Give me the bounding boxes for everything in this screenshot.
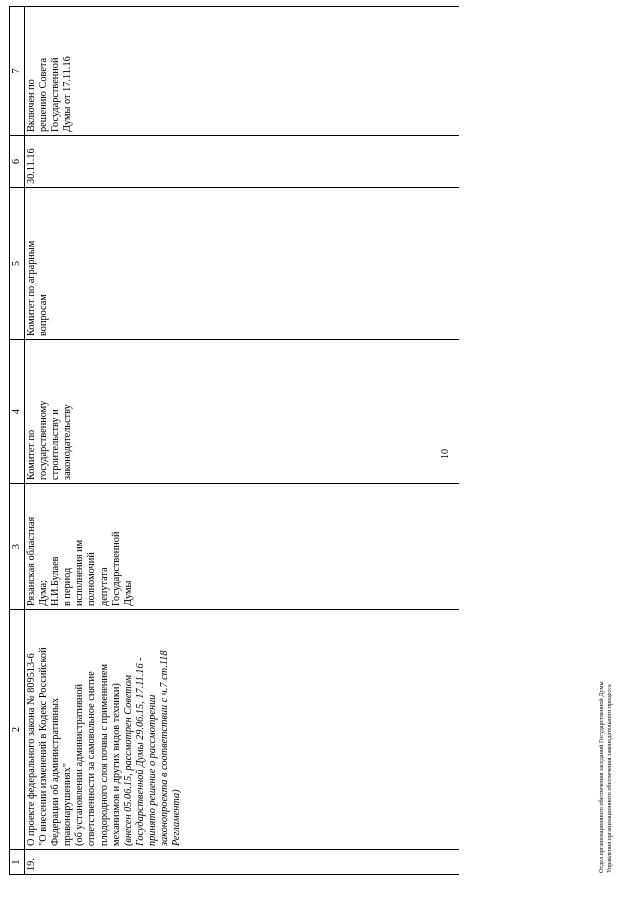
bill-note-line: (внесен 05.06.15, рассмотрен Советом	[122, 674, 134, 846]
column-number: 1	[10, 850, 25, 875]
bill-title-line: ответственности за самовольное снятие	[86, 671, 98, 846]
committee-line: государственному	[38, 400, 50, 480]
author-line: полномочий	[86, 552, 98, 606]
author-line: Думы	[122, 580, 134, 606]
column-number: 4	[10, 340, 25, 484]
decision-cell	[25, 7, 460, 136]
decision-line: Включен по	[26, 79, 37, 132]
bill-title-line: правонарушениях"	[62, 762, 74, 846]
author-line: в период	[62, 567, 74, 606]
responsible-committee-cell	[25, 340, 460, 484]
bill-description-cell	[25, 610, 460, 850]
co-executor-line: вопросам	[38, 294, 50, 336]
bill-title-line: плодородного слоя почвы с применением	[98, 664, 110, 846]
bill-author-cell	[25, 484, 460, 610]
bill-note-line: Регламента)	[171, 789, 183, 846]
bill-title-line: "О внесении изменений в Кодекс Российской	[38, 647, 50, 846]
author-line: Государственной	[110, 531, 122, 606]
table-row	[25, 7, 460, 875]
co-executor-line: Комитет по аграрным	[26, 240, 37, 336]
column-number: 3	[10, 484, 25, 610]
column-number-row	[10, 7, 25, 875]
decision-line: Государственной	[50, 57, 62, 132]
column-number: 2	[10, 610, 25, 850]
co-executor-cell	[25, 188, 460, 340]
bill-note-line: принято решение о рассмотрении	[146, 694, 158, 846]
decision-line: решению Совета	[38, 57, 50, 132]
row-number: 19.	[25, 850, 460, 875]
author-line: Н.И.Булаев	[50, 556, 62, 606]
committee-line: законодательству	[62, 404, 74, 480]
decision-line: Думы от 17.11.16	[62, 56, 74, 132]
bill-note-line: законопроекта в соответствии с ч.7 ст.118	[159, 650, 171, 846]
author-line: депутата	[98, 567, 110, 606]
footer	[598, 681, 614, 873]
author-line: Рязанская областная	[26, 516, 37, 606]
bill-title-line: Федерации об административных	[50, 697, 62, 846]
bill-title-line: О проекте федерального закона № 809513-6	[26, 653, 37, 846]
date-cell: 30.11.16	[25, 136, 460, 188]
author-line: исполнения им	[74, 539, 86, 606]
bill-title-line: механизмов и других видов техники)	[110, 683, 122, 846]
bills-table	[9, 6, 459, 875]
footer-line: Управления организационного обеспечения законодательного процесса	[606, 684, 613, 873]
column-number: 6	[10, 136, 25, 188]
footer-line: Отдел организационного обеспечения заседаний Государственной Думы	[598, 681, 605, 873]
committee-line: Комитет по	[26, 429, 37, 480]
column-number: 5	[10, 188, 25, 340]
page-number: 10	[440, 449, 451, 459]
column-number: 7	[10, 7, 25, 136]
committee-line: строительству и	[50, 409, 62, 480]
bill-note-line: Государственной Думы 29.06.15, 17.11.16 -	[134, 657, 146, 846]
author-line: Дума;	[38, 580, 50, 606]
bill-title-line: (об установлении административной	[74, 683, 86, 846]
